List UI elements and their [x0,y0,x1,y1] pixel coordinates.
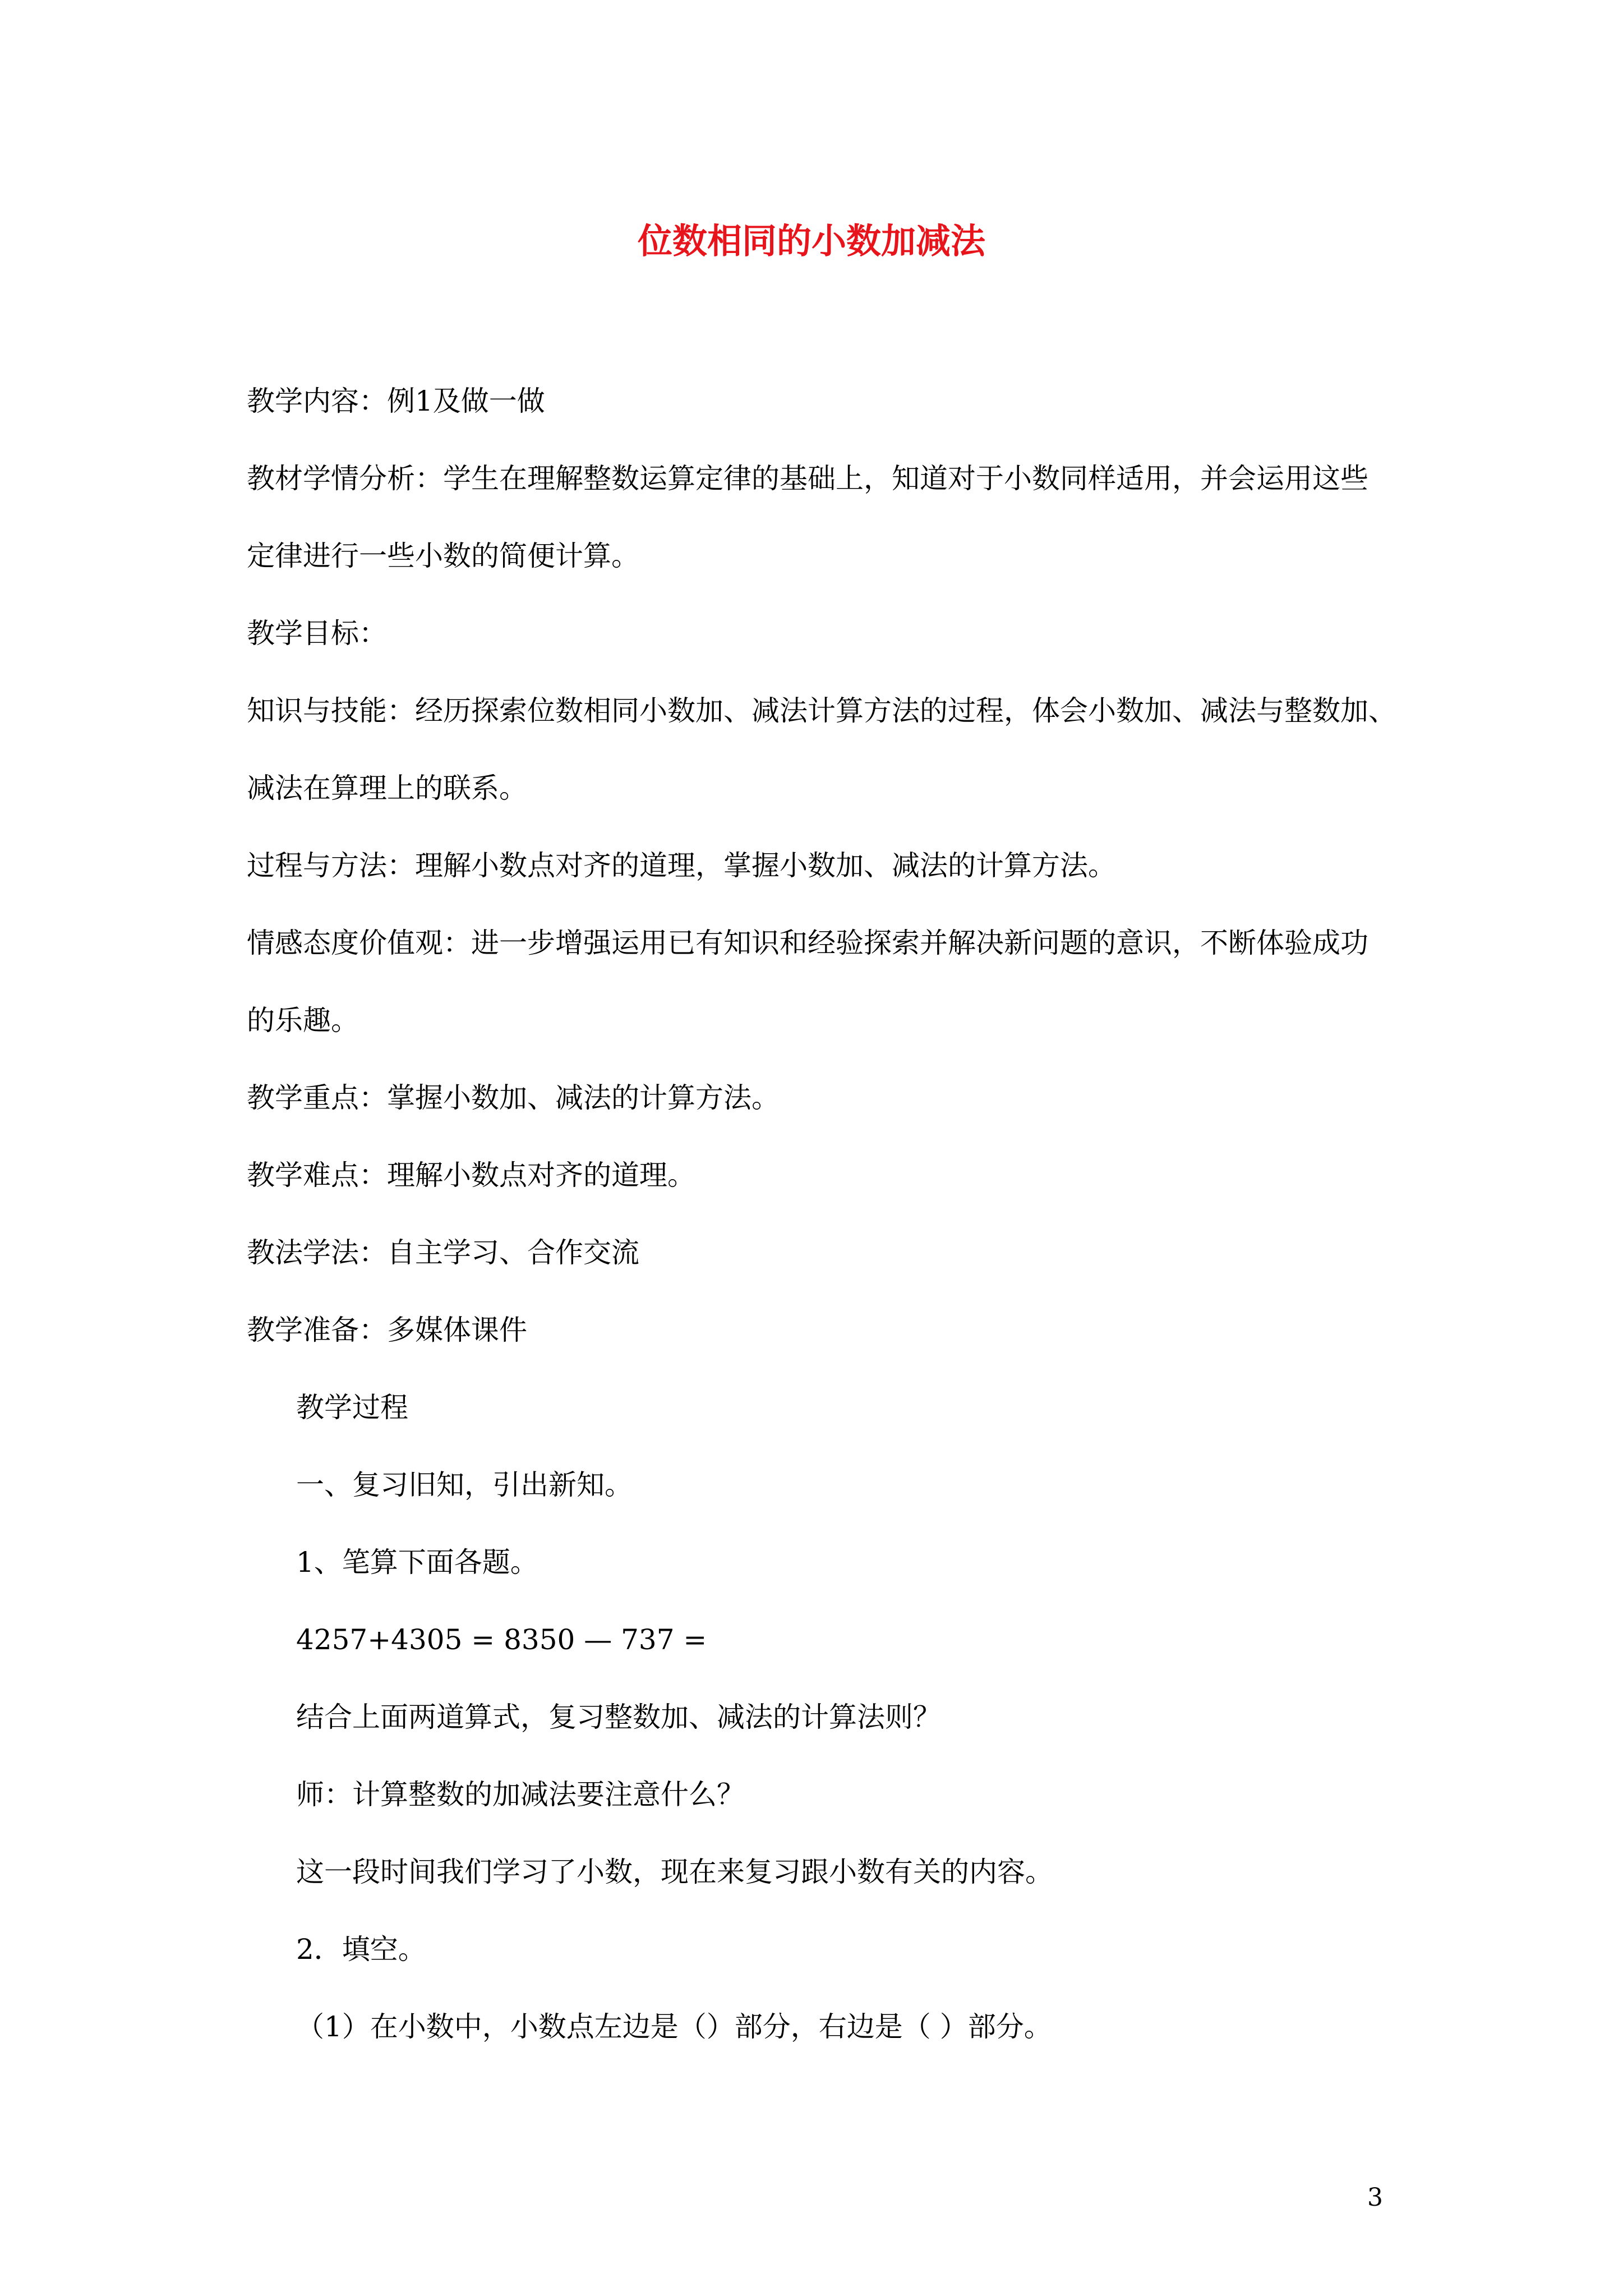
transition-line: 这一段时间我们学习了小数，现在来复习跟小数有关的内容。 [296,1856,1053,1888]
preparation-line: 教学准备：多媒体课件 [247,1314,527,1346]
exercise-1-instruction: 1、笔算下面各题。 [296,1546,538,1579]
analysis-line-2: 定律进行一些小数的简便计算。 [247,540,639,572]
analysis-line-1: 教材学情分析：学生在理解整数运算定律的基础上，知道对于小数同样适用，并会运用这些 [247,462,1368,495]
exercise-2-item-1: （1）在小数中，小数点左边是（）部分，右边是（ ）部分。 [296,2010,1052,2043]
page-number: 3 [1367,2183,1383,2212]
exercise-1-equations: 4257+4305 = 8350 — 737 = [296,1623,707,1656]
difficult-point-line: 教学难点：理解小数点对齐的道理。 [247,1159,695,1191]
process-method-line: 过程与方法：理解小数点对齐的道理，掌握小数加、减法的计算方法。 [247,849,1116,882]
knowledge-skills-line-2: 减法在算理上的联系。 [247,772,527,804]
key-point-line: 教学重点：掌握小数加、减法的计算方法。 [247,1082,780,1114]
objectives-heading: 教学目标： [247,617,387,650]
section-one-heading: 一、复习旧知，引出新知。 [296,1469,633,1501]
teaching-method-line: 教法学法：自主学习、合作交流 [247,1236,639,1269]
teacher-question-line: 师：计算整数的加减法要注意什么？ [296,1778,745,1811]
document-title: 位数相同的小数加减法 [637,220,985,261]
attitude-values-line-1: 情感态度价值观：进一步增强运用已有知识和经验探索并解决新问题的意识，不断体验成功 [247,927,1368,959]
knowledge-skills-line-1: 知识与技能：经历探索位数相同小数加、减法计算方法的过程，体会小数加、减法与整数加、 [247,694,1396,727]
teaching-content-line: 教学内容：例1及做一做 [247,385,545,417]
attitude-values-line-2: 的乐趣。 [247,1004,359,1037]
exercise-2-heading: 2．填空。 [296,1933,426,1966]
review-prompt-line: 结合上面两道算式，复习整数加、减法的计算法则？ [296,1701,941,1733]
process-heading: 教学过程 [296,1391,408,1424]
